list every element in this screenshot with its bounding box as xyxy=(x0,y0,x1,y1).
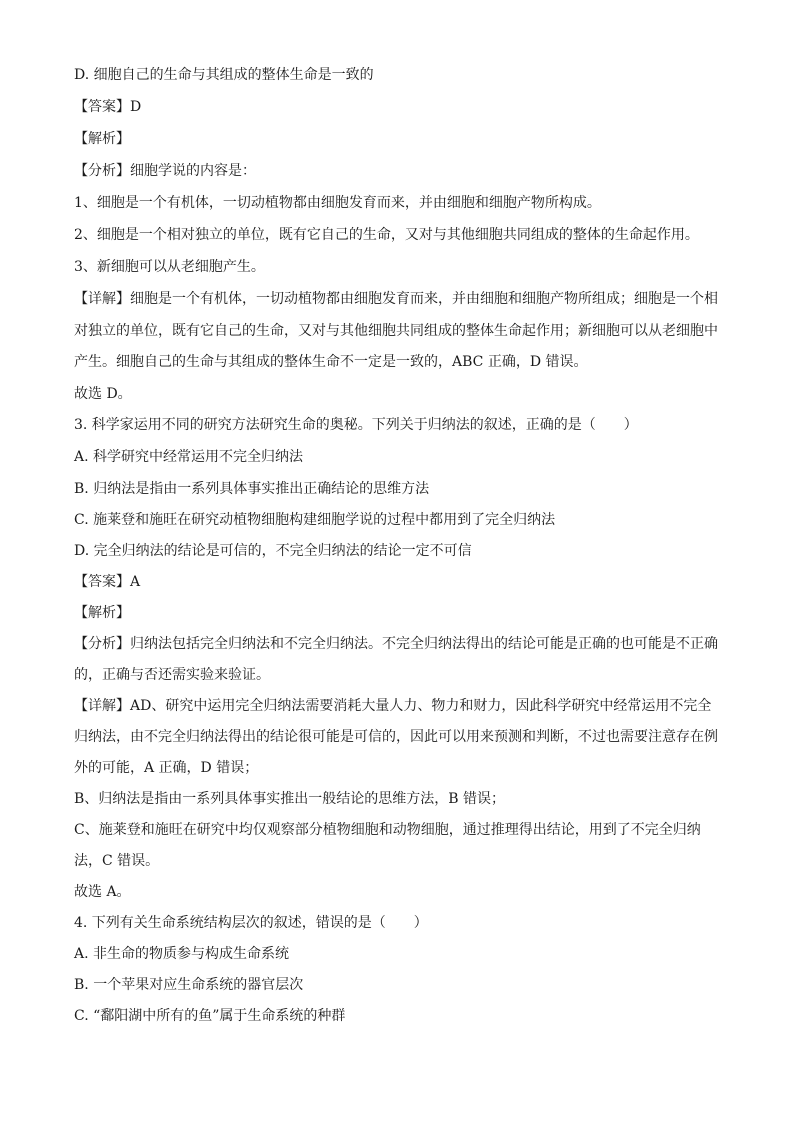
detail-q3-line-1: 【详解】AD、研究中运用完全归纳法需要消耗大量人力、物力和财力，因此科学研究中经常运用不完全 xyxy=(74,698,712,714)
option-c-q3: C. 施莱登和施旺在研究动植物细胞构建细胞学说的过程中都用到了完全归纳法 xyxy=(74,512,556,528)
analysis-heading-q2: 【解析】 xyxy=(74,131,130,147)
option-d-q3: D. 完全归纳法的结论是可信的，不完全归纳法的结论一定不可信 xyxy=(74,543,472,559)
theory-point-1: 1、细胞是一个有机体，一切动植物都由细胞发育而来，并由细胞和细胞产物所构成。 xyxy=(74,195,601,211)
analysis-intro-q2: 【分析】细胞学说的内容是： xyxy=(74,163,256,179)
analysis-heading-q3: 【解析】 xyxy=(74,605,130,621)
detail-q2-line-3: 产生。细胞自己的生命与其组成的整体生命不一定是一致的，ABC 正确，D 错误。 xyxy=(74,354,588,370)
option-b-q3: B. 归纳法是指由一系列具体事实推出正确结论的思维方法 xyxy=(74,481,430,497)
detail-q2-line-2: 对独立的单位，既有它自己的生命，又对与其他细胞共同组成的整体生命起作用；新细胞可以从老细胞中 xyxy=(74,323,718,339)
analysis-q3-line-2: 的，正确与否还需实验来验证。 xyxy=(74,667,270,683)
conclusion-q2: 故选 D。 xyxy=(74,386,132,402)
option-c-q4: C. “鄱阳湖中所有的鱼”属于生命系统的种群 xyxy=(74,1008,346,1024)
question-4: 4. 下列有关生命系统结构层次的叙述，错误的是（ ） xyxy=(74,915,428,931)
detail-q2-line-1: 【详解】细胞是一个有机体，一切动植物都由细胞发育而来，并由细胞和细胞产物所组成；细胞是一个相 xyxy=(74,291,718,307)
detail-q3-line-5: C、施莱登和施旺在研究中均仅观察部分植物细胞和动物细胞，通过推理得出结论，用到了不完全归纳 xyxy=(74,822,701,838)
option-a-q4: A. 非生命的物质参与构成生命系统 xyxy=(74,946,290,962)
theory-point-2: 2、细胞是一个相对独立的单位，既有它自己的生命，又对与其他细胞共同组成的整体的生命起作用。 xyxy=(74,227,699,243)
analysis-q3-line-1: 【分析】归纳法包括完全归纳法和不完全归纳法。不完全归纳法得出的结论可能是正确的也可能是不正确 xyxy=(74,636,718,652)
detail-q3-line-4: B、归纳法是指由一系列具体事实推出一般结论的思维方法，B 错误； xyxy=(74,791,506,807)
question-3: 3. 科学家运用不同的研究方法研究生命的奥秘。下列关于归纳法的叙述，正确的是（ ） xyxy=(74,417,638,433)
option-b-q4: B. 一个苹果对应生命系统的器官层次 xyxy=(74,977,304,993)
theory-point-3: 3、新细胞可以从老细胞产生。 xyxy=(74,259,265,275)
detail-q3-line-3: 外的可能，A 正确，D 错误； xyxy=(74,760,259,776)
option-d-q2: D. 细胞自己的生命与其组成的整体生命是一致的 xyxy=(74,67,374,83)
conclusion-q3: 故选 A。 xyxy=(74,884,131,900)
detail-q3-line-6: 法，C 错误。 xyxy=(74,853,160,869)
option-a-q3: A. 科学研究中经常运用不完全归纳法 xyxy=(74,449,304,465)
answer-label-q3: 【答案】A xyxy=(74,574,141,590)
answer-label-q2: 【答案】D xyxy=(74,99,142,115)
detail-q3-line-2: 归纳法，由不完全归纳法得出的结论很可能是可信的，因此可以用来预测和判断，不过也需要注意存在例 xyxy=(74,729,718,745)
